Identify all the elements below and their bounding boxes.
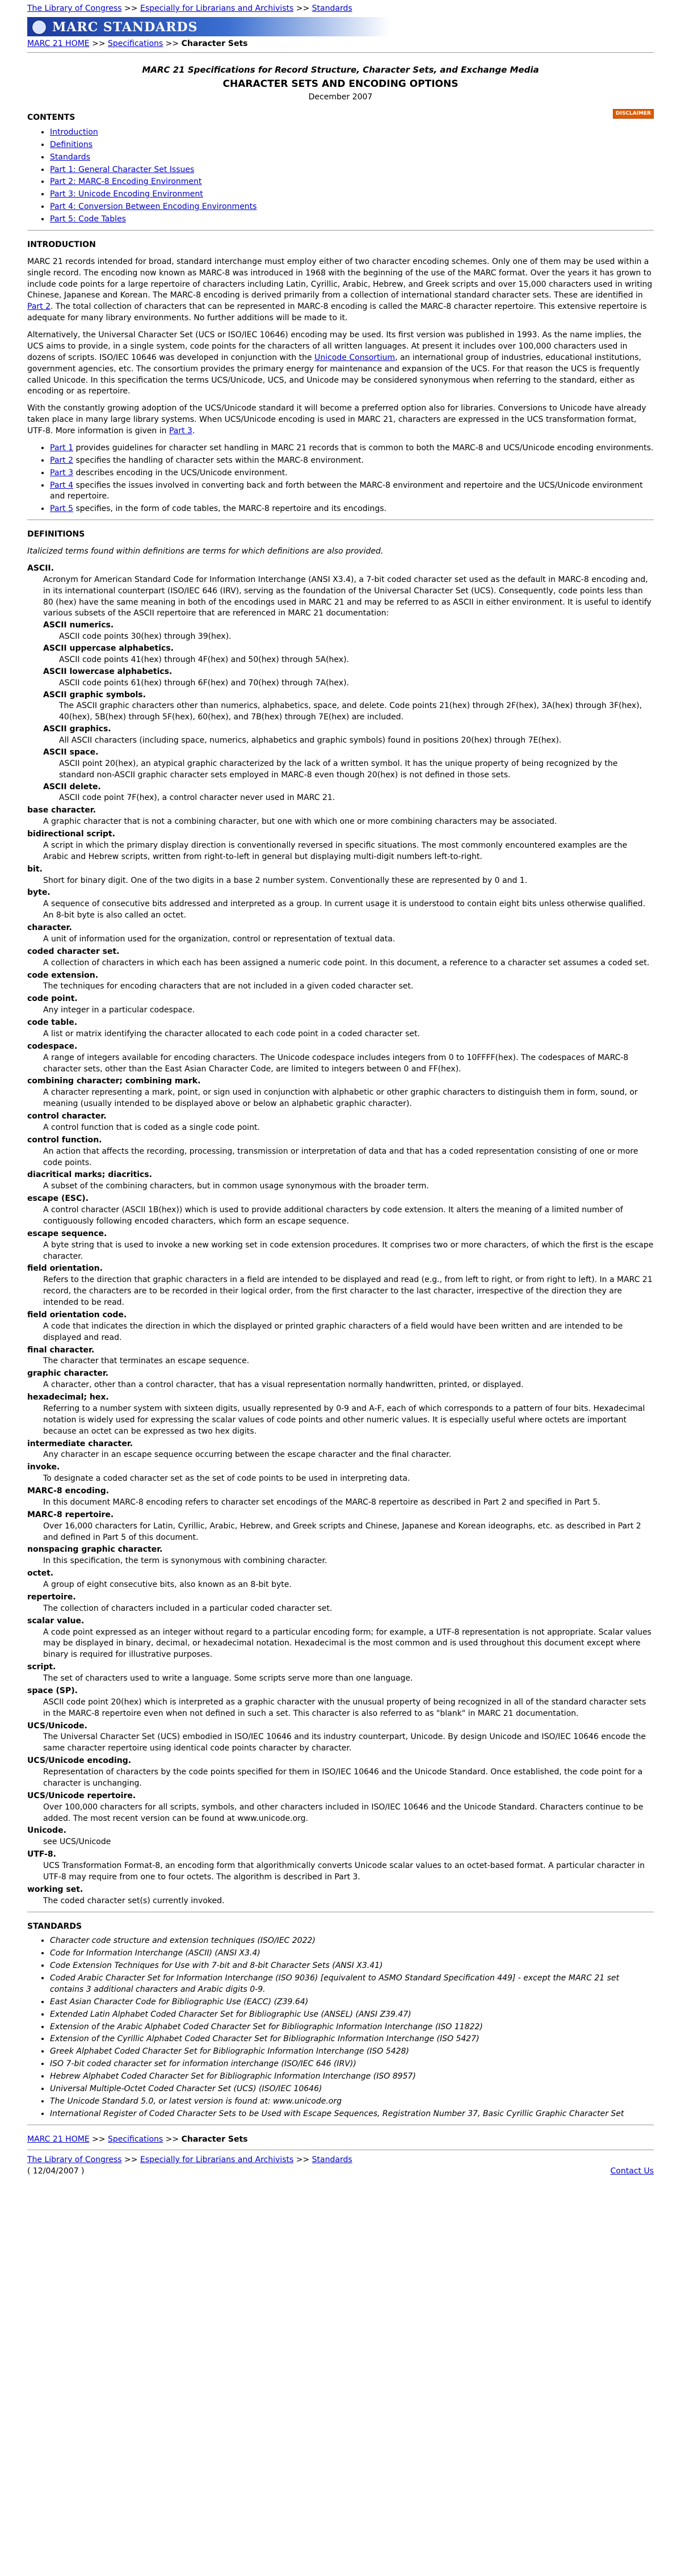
definition-term: repertoire. (27, 1592, 76, 1602)
standard-item: • Extension of the Arabic Alphabet Coded Character Set for Bibliographic Information Interchange (ISO 11822) (50, 2022, 654, 2033)
breadcrumb-sep: >> (293, 4, 312, 13)
definition-text: A range of integers available for encoding characters. The Unicode codespace includes integers from 0 to 10FFFF(hex). The codespaces of MARC-8 character sets, other than the East Asian Character Code, are limited to integers between 0 and FF(hex). (43, 1053, 629, 1074)
footer-date: ( 12/04/2007 ) (27, 2167, 85, 2176)
definition-text: Short for binary digit. One of the two digits in a base 2 number system. Conventionally these are represented by 0 and 1. (43, 876, 528, 885)
definitions-intro: Italicized terms found within definitions are terms for which definitions are also provided. (27, 547, 384, 556)
definition-text: The coded character set(s) currently invoked. (43, 1896, 225, 1905)
definition-term: byte. (27, 888, 51, 898)
ascii-subset-definition: ASCII code point 7F(hex), a control character never used in MARC 21. (59, 793, 335, 803)
part-summary-item (50, 480, 654, 503)
footer-especially-link[interactable]: Especially for Librarians and Archivists (140, 2155, 294, 2165)
part2-link[interactable]: Part 2 (27, 302, 51, 312)
definition-text: A byte string that is used to invoke a new working set in code extension procedures. It comprises two or more characters, of which the first is the escape character. (43, 1240, 654, 1261)
introduction-heading: INTRODUCTION (27, 240, 96, 249)
definition-term: control function. (27, 1135, 102, 1145)
part-summary-item (50, 468, 654, 479)
footer-sep: >> (121, 2155, 140, 2165)
unicode-consortium-link[interactable]: Unicode Consortium (314, 353, 396, 362)
specifications-link[interactable]: Specifications (108, 39, 163, 48)
standard-item: • Hebrew Alphabet Coded Character Set for Bibliographic Information Interchange (ISO 8957) (50, 2071, 654, 2083)
definition-text: Referring to a number system with sixteen digits, usually represented by 0-9 and A-F, each of which corresponds to a pattern of four bits. Hexadecimal notation is widely used for expressing the scalar values of code points and other numeric values. It is especially useful where octets are important because an octet can be expressed as two hex digits. (43, 1404, 645, 1436)
standard-item: • Code for Information Interchange (ASCII) (ANSI X3.4) (50, 1948, 654, 1959)
standard-item: • ISO 7-bit coded character set for information interchange (ISO/IEC 646 (IRV)) (50, 2059, 654, 2070)
divider (27, 230, 654, 231)
standard-item: • Universal Multiple-Octet Coded Character Set (UCS) (ISO/IEC 10646) (50, 2084, 654, 2095)
standards-heading: STANDARDS (27, 1921, 82, 1931)
definition-term: UCS/Unicode. (27, 1721, 87, 1731)
definition-term: control character. (27, 1112, 107, 1121)
subnav (27, 39, 654, 53)
definition-term: script. (27, 1662, 56, 1672)
definition-text: Any integer in a particular codespace. (43, 1006, 195, 1015)
part-summary-text: describes encoding in the UCS/Unicode environment. (73, 468, 288, 477)
subnav-sep: >> (163, 39, 182, 48)
definition-text: ASCII code point 20(hex) which is interpreted as a graphic character with the unusual property of being recognized in all of the standard character sets in the MARC-8 repertoire even when not defined in such a set. This character is also referred to as "blank" in MARC 21 documentation. (43, 1697, 646, 1718)
ascii-subset-definition: ASCII code points 30(hex) through 39(hex). (59, 632, 232, 642)
ascii-subset-definition: All ASCII characters (including space, numerics, alphabetics and graphic symbols) found in positions 20(hex) through 7E(hex). (59, 736, 562, 745)
definition-text: A character, other than a control character, that has a visual representation normally handwritten, printed, or displayed. (43, 1380, 524, 1390)
intro-paragraph-2: Alternatively, the Universal Character Set (UCS or ISO/IEC 10646) encoding may be used. Its first version was published in 1993. As the name implies, the UCS aims to provide, in a single system, code points for the characters of all written languages. At present it includes over 100,000 characters used in dozens of scripts. ISO/IEC 10646 was developed in conjunction with the Unicode Consortium, an international group of industries, educational institutions, government agencies, etc. The consortium provides the primary energy for maintenance and expansion of the UCS. For that reason the UCS is frequently called Unicode. In this specification the terms UCS/Unicode, UCS, and Unicode may be considered synonymous when referring to the standard, either as encoding or as repertoire. (27, 330, 642, 396)
definition-text: Refers to the direction that graphic characters in a field are intended to be displayed and read (e.g., from left to right, or from right to left). In a MARC 21 record, the characters are to be recorded in their logical order, from the first character to the last character, irrespective of the direction they are intended to be read. (43, 1275, 653, 1308)
contents-item (50, 127, 654, 139)
marc21-home-link[interactable]: MARC 21 HOME (27, 39, 90, 48)
definition-text: A graphic character that is not a combining character, but one with which one or more combining characters may be associated. (43, 817, 557, 827)
contents-link[interactable]: Introduction (50, 127, 98, 137)
definition-term: Unicode. (27, 1826, 66, 1836)
page-title: CHARACTER SETS AND ENCODING OPTIONS (222, 78, 459, 90)
definition-term: invoke. (27, 1463, 60, 1472)
contents-link[interactable]: Definitions (50, 140, 93, 149)
contents-item (50, 202, 654, 213)
standard-item: • East Asian Character Code for Bibliographic Use (EACC) (Z39.64) (50, 1997, 654, 2008)
definition-text: see UCS/Unicode (43, 1837, 111, 1847)
ascii-subset-definition: ASCII code points 61(hex) through 6F(hex) and 70(hex) through 7A(hex). (59, 678, 349, 688)
definition-text: Over 100,000 characters for all scripts, symbols, and other characters included in ISO/IEC 10646 and the Unicode Standard. Characters continue to be added. The most recent version can be found at www.unicode.org. (43, 1802, 644, 1823)
definitions-heading: DEFINITIONS (27, 530, 85, 539)
ascii-subset-definition: ASCII code points 41(hex) through 4F(hex) and 50(hex) through 5A(hex). (59, 655, 349, 664)
definition-text: UCS Transformation Format-8, an encoding form that algorithmically converts Unicode scalar values to an octet-based format. A particular character in UTF-8 may require from one to four octets. The algorithm is described in Part 3. (43, 1861, 645, 1882)
part-link[interactable]: Part 1 (50, 443, 73, 453)
definition-term: octet. (27, 1569, 54, 1578)
definition-text (43, 575, 654, 805)
definition-term: hexadecimal; hex. (27, 1393, 109, 1402)
definition-term: UCS/Unicode encoding. (27, 1756, 132, 1766)
contents-item (50, 152, 654, 164)
definitions-list (27, 563, 654, 1907)
definition-term: nonspacing graphic character. (27, 1545, 163, 1555)
footer-loc-link[interactable]: The Library of Congress (27, 2155, 122, 2165)
definition-term: escape sequence. (27, 1229, 107, 1238)
definition-text: In this document MARC-8 encoding refers to character set encodings of the MARC-8 repertoire as described in Part 2 and specified in Part 5. (43, 1497, 600, 1507)
definition-term: UCS/Unicode repertoire. (27, 1791, 136, 1800)
ascii-subset-term: ASCII uppercase alphabetics. (43, 644, 174, 654)
definition-text: A group of eight consecutive bits, also known as an 8-bit byte. (43, 1580, 292, 1590)
definition-term: graphic character. (27, 1369, 109, 1379)
definition-term: code extension. (27, 970, 99, 980)
ascii-subset-term: ASCII lowercase alphabetics. (43, 667, 173, 676)
contents-item (50, 189, 654, 200)
definition-term: field orientation code. (27, 1310, 127, 1320)
standard-item: • International Register of Coded Character Sets to be Used with Escape Sequences, Registration Number 37, Basic Cyrillic Graphic Character Set (50, 2109, 654, 2120)
contents-link[interactable]: Standards (50, 152, 90, 162)
part-link[interactable]: Part 5 (50, 504, 73, 514)
part-summary-text: provides guidelines for character set handling in MARC 21 records that is common to both the MARC-8 and UCS/Unicode encoding environments. (73, 443, 654, 453)
header-date: December 2007 (308, 93, 373, 102)
disclaimer-badge[interactable]: DISCLAIMER (613, 109, 654, 119)
definition-text: A sequence of consecutive bits addressed and interpreted as a group. In current usage it is understood to contain eight bits unless otherwise qualified. An 8-bit byte is also called an octet. (43, 899, 646, 920)
contact-us-link[interactable]: Contact Us (610, 2167, 654, 2176)
definition-term: combining character; combining mark. (27, 1077, 201, 1086)
definition-text: A script in which the primary display direction is conventionally reversed in specific situations. The most commonly encountered examples are the Arabic and Hebrew scripts, written from right-to-left in general but displaying multi-digit numbers left-to-right. (43, 840, 628, 861)
footer-standards-link[interactable]: Standards (312, 2155, 352, 2165)
standard-item: • Code Extension Techniques for Use with 7-bit and 8-bit Character Sets (ANSI X3.41) (50, 1961, 654, 1972)
part-link[interactable]: Part 4 (50, 480, 73, 490)
ascii-subset-term: ASCII delete. (43, 782, 101, 791)
contents-list (27, 127, 654, 225)
part-summary-text: specifies, in the form of code tables, the MARC-8 repertoire and its encodings. (73, 504, 387, 514)
contents-item (50, 140, 654, 151)
definition-text: The set of characters used to write a language. Some scripts serve more than one language. (43, 1674, 413, 1683)
standard-item: • Extended Latin Alphabet Coded Character Set for Bibliographic Use (ANSEL) (ANSI Z39.47) (50, 2009, 654, 2021)
part-link[interactable]: Part 3 (50, 468, 73, 477)
contents-link[interactable]: Part 3: Unicode Encoding Environment (50, 190, 203, 199)
standard-item: • Character code structure and extension techniques (ISO/IEC 2022) (50, 1936, 654, 1947)
definition-term: final character. (27, 1345, 95, 1355)
parts-list (27, 443, 654, 515)
part-link[interactable]: Part 2 (50, 455, 73, 465)
definition-term: diacritical marks; diacritics. (27, 1170, 152, 1180)
definition-term: field orientation. (27, 1264, 103, 1274)
definition-term: code point. (27, 994, 78, 1004)
ascii-definition: Acronym for American Standard Code for Information Interchange (ANSI X3.4), a 7-bit coded character set used as the default in MARC-8 encoding and, in its international counterpart (ISO/IEC 646 (IRV), serving as the foundation of the Universal Character Set (UCS). Consequently, code points less than 80 (hex) have the same meaning in both of the encodings used in MARC 21 and may be referred to as ASCII in either environment. It is useful to identify various subsets of the ASCII repertoire that are referenced in MARC 21 documentation: (43, 575, 651, 618)
footer-current: Character Sets (181, 2134, 248, 2144)
part-summary-text: specifies the handling of character sets within the MARC-8 environment. (73, 455, 364, 465)
definition-text: In this specification, the term is synonymous with combining character. (43, 1556, 327, 1566)
marc-standards-banner[interactable] (27, 17, 390, 36)
footer-sep: >> (293, 2155, 312, 2165)
definition-term: coded character set. (27, 946, 120, 956)
part-summary-item (50, 455, 654, 467)
ascii-subset-term: ASCII numerics. (43, 621, 114, 630)
definition-text: A code point expressed as an integer without regard to a particular encoding form; for example, a UTF-8 representation is not appropriate. Scalar values may be displayed in binary, decimal, or hexadecimal notation. Hexadecimal is the most common and is used throughout this document except where binary is required for illustrative purposes. (43, 1627, 651, 1660)
definition-text: A unit of information used for the organization, control or representation of textual data. (43, 934, 396, 944)
standard-item: • Coded Arabic Character Set for Information Interchange (ISO 9036) [equivalent to ASMO Standard Specification 449] - except the MARC 21 set contains 3 additional characters and Arabic digits 0-9. (50, 1973, 654, 1996)
definition-text: A character representing a mark, point, or sign used in conjunction with alphabetic or other graphic characters to distinguish them in form, sound, or meaning (usually intended to be displayed above or below an alphabetic graphic character). (43, 1088, 638, 1109)
definition-term: UTF-8. (27, 1850, 56, 1859)
definition-term: MARC-8 repertoire. (27, 1510, 114, 1519)
definition-text: A code that indicates the direction in which the displayed or printed graphic characters of a field would have been written and are intended to be displayed and read. (43, 1321, 623, 1342)
contents-link[interactable]: Part 5: Code Tables (50, 215, 126, 224)
breadcrumb-standards-link[interactable]: Standards (312, 4, 352, 13)
document-header (27, 64, 654, 103)
definition-text: A list or matrix identifying the character allocated to each code point in a coded character set. (43, 1029, 420, 1038)
part-summary-item (50, 504, 654, 515)
ascii-subset-definition: ASCII point 20(hex), an atypical graphic characterized by the lack of a written symbol. It has the unique property of being recognized by the standard non-ASCII graphic character sets employed in MARC-8 even though 20(hex) is not defined in those sets. (59, 759, 618, 780)
contents-section (27, 112, 654, 225)
standard-item: • The Unicode Standard 5.0, or latest version is found at: www.unicode.org (50, 2096, 654, 2108)
definition-term: MARC-8 encoding. (27, 1486, 110, 1496)
standard-item: • Greek Alphabet Coded Character Set for Bibliographic Information Interchange (ISO 5428) (50, 2046, 654, 2058)
definition-term: intermediate character. (27, 1439, 133, 1448)
definition-text: An action that affects the recording, processing, transmission or interpretation of data and that has a coded representation consisting of one or more code points. (43, 1146, 638, 1167)
definition-term: escape (ESC). (27, 1194, 89, 1204)
part-summary-item (50, 443, 654, 454)
definition-text: A control function that is coded as a single code point. (43, 1122, 260, 1132)
seal-icon (32, 20, 47, 35)
standard-item: • Extension of the Cyrillic Alphabet Coded Character Set for Bibliographic Information Interchange (ISO 5427) (50, 2034, 654, 2045)
contents-link[interactable]: Part 2: MARC-8 Encoding Environment (50, 177, 202, 187)
definition-term: code table. (27, 1018, 78, 1028)
definition-term: bidirectional script. (27, 830, 115, 839)
definition-text: The techniques for encoding characters that are not included in a given coded character set. (43, 982, 414, 991)
part3-link[interactable]: Part 3 (169, 426, 192, 436)
definition-text: Over 16,000 characters for Latin, Cyrillic, Arabic, Hebrew, and Greek scripts and Chinese, Japanese and Korean ideographs, etc. as described in Part 2 and defined in Part 5 of this document. (43, 1521, 641, 1542)
definition-text: Representation of characters by the code points specified for them in ISO/IEC 10646 and the Unicode Standard. Once established, the code point for a character is unchanging. (43, 1767, 643, 1788)
definition-term: ASCII. (27, 563, 54, 573)
part-summary-text: specifies the issues involved in converting back and forth between the MARC-8 environment and repertoire and the UCS/Unicode environment and repertoire. (50, 480, 643, 501)
ascii-subset-term: ASCII space. (43, 747, 99, 757)
footer-specifications-link[interactable]: Specifications (108, 2134, 163, 2144)
contents-link[interactable]: Part 1: General Character Set Issues (50, 165, 195, 174)
definition-term: character. (27, 923, 72, 933)
definition-text: The character that terminates an escape sequence. (43, 1356, 250, 1366)
footer-sep: >> (89, 2134, 108, 2144)
definition-text: A subset of the combining characters, but in common usage synonymous with the broader term. (43, 1182, 429, 1191)
definition-text: To designate a coded character set as the set of code points to be used in interpreting data. (43, 1474, 410, 1484)
page-footer (27, 2155, 654, 2184)
contents-item (50, 214, 654, 225)
footer-subnav (27, 2134, 654, 2146)
definition-text: The collection of characters included in a particular coded character set. (43, 1603, 333, 1613)
intro-paragraph-1: MARC 21 records intended for broad, standard interchange must employ either of two character encoding schemes. Only one of them may be used within a single record. The encoding now known as MARC-8 was introduced in 1968 with the beginning of the use of the MARC format. Over the years it has grown to include code points for a large repertoire of characters including Latin, Cyrillic, Arabic, Hebrew, and Greek scripts and over 15,000 characters used in writing Chinese, Japanese and Korean. The MARC-8 encoding is derived primarily from a collection of international standard character sets. These are identified in Part 2. The total collection of characters that can be represented in MARC-8 encoding is called the MARC-8 character repertoire. This extensive repertoire is adequate for many library environments. No further additions will be made to it. (27, 257, 653, 323)
contents-item (50, 177, 654, 188)
definition-term: base character. (27, 806, 96, 815)
intro-paragraph-3: With the constantly growing adoption of the UCS/Unicode standard it will become a preferred option also for libraries. Conversions to Unicode have already taken place in many large library systems. When UCS/Unicode encoding is used in MARC 21, characters are expressed in the UCS transformation format, UTF-8. More information is given in Part 3. (27, 404, 646, 436)
ascii-subsets (43, 620, 654, 804)
definition-text: A collection of characters in which each has been assigned a numeric code point. In this document, a reference to a character set assumes a coded set. (43, 958, 650, 967)
definition-term: working set. (27, 1884, 83, 1894)
definition-term: bit. (27, 864, 43, 874)
ascii-subset-term: ASCII graphics. (43, 724, 111, 734)
ascii-subset-definition: The ASCII graphic characters other than numerics, alphabetics, space, and delete. Code points 21(hex) through 2F(hex), 3A(hex) through 3F(hex), 40(hex), 5B(hex) through 5F(hex), 60(hex), and 7B(hex) through 7E(hex) are included. (59, 701, 642, 722)
breadcrumb-especially-link[interactable]: Especially for Librarians and Archivists (140, 4, 294, 13)
definition-term: codespace. (27, 1041, 78, 1051)
subnav-current: Character Sets (181, 39, 248, 48)
breadcrumb-loc-link[interactable]: The Library of Congress (27, 4, 122, 13)
header-line-1: MARC 21 Specifications for Record Structure, Character Sets, and Exchange Media (142, 64, 539, 75)
contents-heading: CONTENTS (27, 113, 75, 123)
definition-term: space (SP). (27, 1686, 78, 1695)
breadcrumb (27, 0, 654, 15)
breadcrumb-sep: >> (121, 4, 140, 13)
standards-list (27, 1936, 654, 2120)
footer-marc21-home-link[interactable]: MARC 21 HOME (27, 2134, 90, 2144)
contents-item (50, 165, 654, 176)
definition-text: A control character (ASCII 1B(hex)) which is used to provide additional characters by code extension. It alters the meaning of a limited number of contiguously following encoded characters, which form an escape sequence. (43, 1205, 623, 1226)
footer-sep: >> (163, 2134, 182, 2144)
ascii-subset-term: ASCII graphic symbols. (43, 690, 146, 700)
subnav-sep: >> (89, 39, 108, 48)
definition-term: scalar value. (27, 1616, 85, 1626)
banner-title: MARC STANDARDS (52, 19, 198, 35)
contents-link[interactable]: Part 4: Conversion Between Encoding Environments (50, 202, 257, 212)
definition-text: Any character in an escape sequence occurring between the escape character and the final character. (43, 1450, 452, 1460)
definition-text: The Universal Character Set (UCS) embodied in ISO/IEC 10646 and its industry counterpart, Unicode. By design Unicode and ISO/IEC 10646 encode the same character repertoire using identical code points character by character. (43, 1732, 646, 1753)
